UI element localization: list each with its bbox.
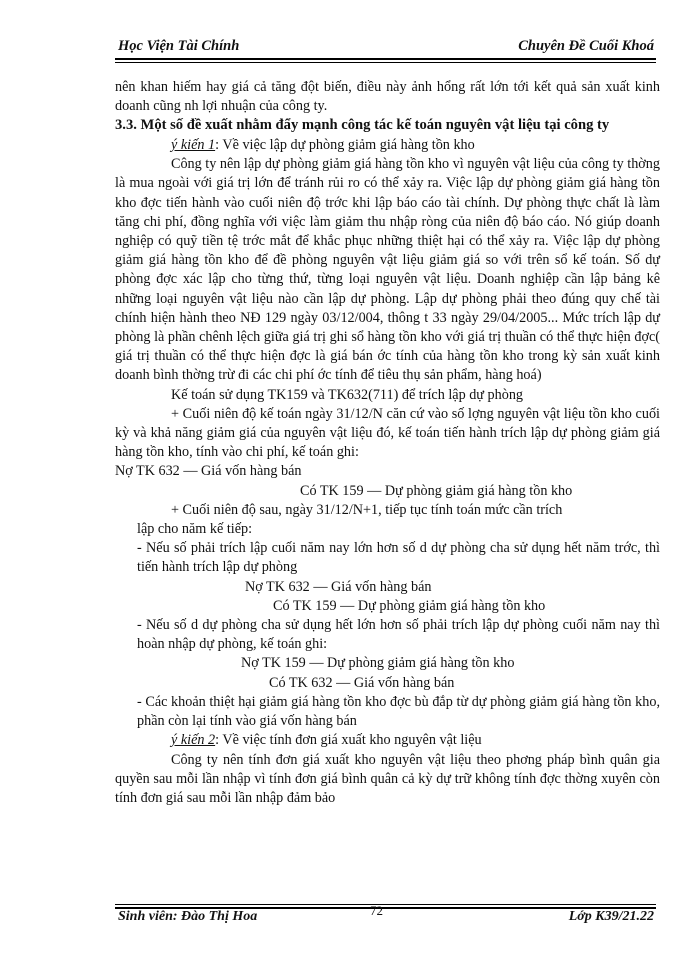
paragraph-accounts: Kế toán sử dụng TK159 và TK632(711) để trích lập dự phòng — [171, 386, 524, 403]
header-rule — [115, 58, 656, 60]
paragraph-provision: Công ty nên lập dự phòng giảm giá hàng tồn kho vì nguyên vật liệu của công ty thờng là mua ngoài với giá trị lớn để tránh rủi ro có thể xảy ra. Việc lập dự phòng giảm giá hàng tồn kho đợc tiến hành vào cuối niên độ trớc khi lập báo cáo tài chính. Dự phòng thực chất là làm tăng chi phí, đồng nghĩa với việc làm giảm thu nhập ròng của niên độ báo cáo. Nó giúp doanh nghiệp có quỹ tiền tệ trớc mắt để khắc phục những thiệt hại có thể xảy ra. Việc lập dự phòng giảm giá hàng tồn kho để đề phòng nguyên vật liệu giảm giá so với trên sổ kế toán. Số dự phòng đợc xác lập cho từng thứ, từng loại nguyên vật liệu. Doanh nghiệp cần lập bảng kê những loại nguyên vật liệu nào cần lập dự phòng. Lập dự phòng phải theo đúng quy chế tài chính hiện hành theo NĐ 129 ngày 03/12/004, thông t 33 ngày 29/04/2005... Mức trích lập dự phòng là phần chênh lệch giữa giá trị ghi sổ hàng tồn kho với giá trị thuần có thể thực hiện đợc( giá trị thuần có thể thực hiện đợc là giá bán ớc tính của hàng tồn kho trong kỳ sản xuất kinh doanh bình thờng trừ đi các chi phí ớc tính để tiêu thụ sản phẩm, hàng hoá) — [115, 156, 660, 384]
paragraph-case-1: - Nếu số phải trích lập cuối năm nay lớn hơn số d dự phòng cha sử dụng hết năm trớc, thì tiến hành trích lập dự phòng — [137, 540, 660, 576]
paragraph-year-end: + Cuối niên độ kế toán ngày 31/12/N căn cứ vào số lợng nguyên vật liệu tồn kho cuối kỳ và khả năng giảm giá của nguyên vật liệu đó, kế toán tiến hành trích lập dự phòng giảm giá hàng tồn kho, tính vào chi phí, kế toán ghi: — [115, 405, 660, 461]
paragraph-intro: nên khan hiếm hay giá cả tăng đột biến, điều này ảnh hổng rất lớn tới kết quả sản xuất kinh doanh cũng nh lợi nhuận của công ty. — [115, 79, 660, 115]
entry-1-credit: Có TK 159 — Dự phòng giảm giá hàng tồn kho — [300, 482, 573, 499]
paragraph-next-year-cont: lập cho năm kế tiếp: — [137, 521, 253, 538]
opinion-1-label: ý kiến 1 — [171, 137, 216, 153]
header-rule-thin — [115, 62, 656, 63]
page-number: 72 — [370, 903, 383, 918]
entry-3-credit: Có TK 632 — Giá vốn hàng bán — [269, 674, 455, 691]
opinion-1-heading — [115, 136, 660, 155]
section-title: 3.3. Một số đề xuất nhằm đẩy mạnh công tác kế toán nguyên vật liệu tại công ty — [115, 117, 610, 134]
paragraph-losses: - Các khoản thiệt hại giảm giá hàng tồn kho đợc bù đắp từ dự phòng giảm giá hàng tồn kho, phần còn lại tính vào giá vốn hàng bán — [137, 693, 660, 730]
page-footer — [118, 903, 654, 931]
opinion-2-text: : Về việc tính đơn giá xuất kho nguyên vật liệu — [215, 732, 482, 749]
header-left: Học Viện Tài Chính — [118, 38, 240, 54]
footer-rule-thin — [115, 904, 656, 905]
header-right: Chuyên Đề Cuối Khoá — [518, 38, 654, 54]
opinion-1-text: : Về việc lập dự phòng giảm giá hàng tồn kho — [215, 137, 475, 153]
paragraph-case-2: - Nếu số d dự phòng cha sử dụng hết lớn hơn số phải trích lập dự phòng cuối năm nay thì hoàn nhập dự phòng, kế toán ghi: — [137, 617, 660, 653]
entry-2-debit: Nợ TK 632 — Giá vốn hàng bán — [245, 578, 432, 595]
paragraph-unit-price: Công ty nên tính đơn giá xuất kho nguyên vật liệu theo phơng pháp bình quân gia quyền sau mỗi lần nhập vì tính đơn giá bình quân cả kỳ dự trữ không tính đợc thờng xuyên còn tính đơn giá sau mỗi lần nhập đảm bảo — [115, 751, 660, 806]
footer-student: Sinh viên: Đào Thị Hoa — [118, 909, 258, 924]
opinion-2-heading — [115, 731, 660, 750]
entry-3-debit: Nợ TK 159 — Dự phòng giảm giá hàng tồn kho — [241, 655, 515, 672]
paragraph-next-year: + Cuối niên độ sau, ngày 31/12/N+1, tiếp tục tính toán mức cần trích — [171, 501, 563, 518]
entry-2-credit: Có TK 159 — Dự phòng giảm giá hàng tồn kho — [273, 597, 546, 614]
page-header — [118, 38, 654, 58]
footer-class: Lớp K39/21.22 — [568, 909, 654, 924]
page-body — [115, 78, 660, 808]
entry-1-debit: Nợ TK 632 — Giá vốn hàng bán — [115, 463, 302, 480]
opinion-2-label: ý kiến 2 — [171, 732, 216, 749]
